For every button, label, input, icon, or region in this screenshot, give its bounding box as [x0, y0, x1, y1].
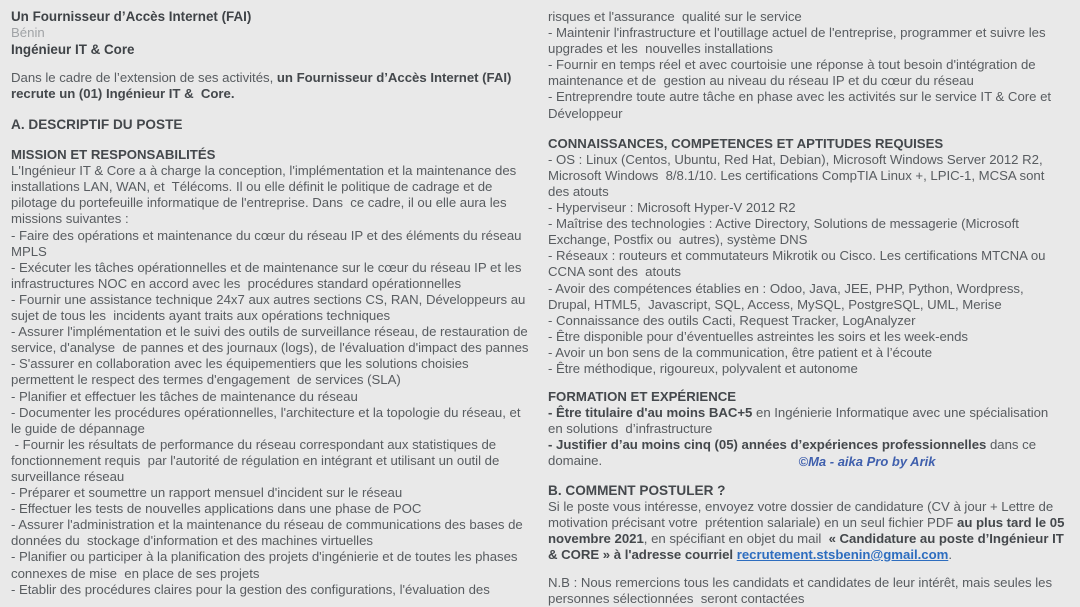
watermark-text: ©Ma - aika Pro by Arik	[798, 453, 936, 469]
connaissance-item: - Avoir un bon sens de la communication, être patient et à l’écoute	[548, 344, 933, 360]
mission-item: - Assurer l'administration et la maintenance du réseau de communications des bases de données du stockage d'information et des machines virtuelles	[11, 517, 527, 549]
section-heading-formation: FORMATION ET EXPÉRIENCE	[548, 389, 737, 405]
postuler-deadline: au plus tard le 05 novembre 2021	[548, 514, 1069, 546]
connaissance-item: - OS : Linux (Centos, Ubuntu, Red Hat, Debian), Microsoft Windows Server 2012 R2, Microsoft Windows 8/8.1/10. Les certifications CompTIA Linux +, LPIC-1, MCSA sont des atouts	[548, 151, 1049, 199]
postuler-subject: « Candidature au poste d’Ingénieur IT & CORE » à l'adresse courriel	[548, 530, 1068, 562]
mission-item: - S'assurer en collaboration avec les équipementiers que les solutions choisies permettent le respect des termes d'engagement de services (SLA)	[11, 356, 473, 388]
job-title: Ingénieur IT & Core	[11, 41, 135, 57]
postuler-text-2: , en spécifiant en objet du mail	[643, 530, 829, 546]
mission-item: - Exécuter les tâches opérationnelles et de maintenance sur le cœur du réseau IP et les infrastructures NOC en accord avec les procédures standard opérationnelles	[11, 259, 526, 291]
formation-item-text: en Ingénierie Informatique avec une spécialisation en solutions d’infrastructure	[548, 405, 1052, 437]
formation-item-bold: - Être titulaire d'au moins BAC+5	[548, 405, 753, 421]
spacer	[548, 377, 1066, 389]
postuler-text-1: Si le poste vous intéresse, envoyez votre dossier de candidature (CV à jour + Lettre de motivation précisant votre prétention salariale) en un seul fichier PDF	[548, 498, 1057, 530]
connaissance-item: - Hyperviseur : Microsoft Hyper-V 2012 R2	[548, 200, 796, 216]
spacer	[11, 58, 530, 70]
mission-item-continued: - Maintenir l'infrastructure et l'outillage actuel de l'entreprise, programmer et suivre les upgrades et les nouvelles installations	[548, 25, 1050, 57]
mission-item: - Faire des opérations et maintenance du cœur du réseau IP et des éléments du réseau MPLS	[11, 227, 526, 259]
spacer	[548, 563, 1066, 575]
mission-item-continued: risques et l'assurance qualité sur le service	[548, 9, 802, 24]
formation-item-bold: - Justifier d’au moins cinq (05) années d’expériences professionnelles	[548, 437, 987, 453]
application-email-link[interactable]: recrutement.stsbenin@gmail.com	[736, 546, 949, 562]
intro-lead-bold: un Fournisseur d’Accès Internet (FAI) recrute un (01) Ingénieur IT & Core.	[11, 69, 516, 101]
section-heading-postuler: B. COMMENT POSTULER ?	[548, 482, 726, 498]
formation-item	[548, 405, 1066, 437]
section-heading-descriptif: A. DESCRIPTIF DU POSTE	[11, 117, 183, 133]
spacer	[548, 470, 1066, 482]
postuler-paragraph	[548, 498, 1069, 563]
mission-item: - Etablir des procédures claires pour la gestion des configurations, l'évaluation des	[11, 581, 490, 597]
mission-intro: L'Ingénieur IT & Core a à charge la conception, l'implémentation et la maintenance des installations LAN, WAN, et Télécoms. Il ou elle définit le politique de cadrage et de pilotage du portefeuille informatique de l'entreprise. Dans ce cadre, il ou elle aura les missions suivantes :	[11, 163, 520, 227]
connaissance-item: - Connaissance des outils Cacti, Request Tracker, LogAnalyzer	[548, 312, 916, 328]
company-location: Bénin	[11, 25, 45, 41]
formation-item-text: dans ce domaine.	[548, 437, 1040, 469]
mission-item-continued: - Entreprendre toute autre tâche en phase avec les activités sur le service IT & Core et Développeur	[548, 89, 1055, 121]
mission-item: - Assurer l'implémentation et le suivi des outils de surveillance réseau, de restauration de service, d'analyse de pannes et des journaux (logs), de l'évaluation d'impact des pannes	[11, 324, 532, 356]
mission-item: - Documenter les procédures opérationnelles, l'architecture et la topologie du réseau, et le guide de dépannage	[11, 404, 525, 436]
postuler-period: .	[948, 546, 952, 562]
mission-item: - Fournir les résultats de performance du réseau correspondant aux statistiques de fonctionnement requis par l'autorité de régulation en intégrant et utilisant un outil de surveillance réseau	[11, 436, 503, 484]
mission-item: - Planifier ou participer à la planification des projets d'ingénierie et de toutes les phases connexes de mise en place de ses projets	[11, 549, 522, 581]
company-name: Un Fournisseur d’Accès Internet (FAI)	[11, 9, 252, 24]
nb-note: N.B : Nous remercions tous les candidats et candidates de leur intérêt, mais seules les personnes sélectionnées seront contactées	[548, 574, 1056, 606]
spacer	[11, 133, 530, 147]
section-heading-mission: MISSION ET RESPONSABILITÉS	[11, 147, 216, 163]
mission-item: - Fournir une assistance technique 24x7 aux autres sections CS, RAN, Développeurs au sujet de tous les incidents ayant traits aux opérations techniques	[11, 291, 530, 324]
spacer	[11, 102, 530, 116]
mission-item: - Planifier et effectuer les tâches de maintenance du réseau	[11, 388, 358, 404]
section-heading-connaissances: CONNAISSANCES, COMPETENCES ET APTITUDES REQUISES	[548, 135, 944, 151]
connaissance-item: - Réseaux : routeurs et commutateurs Mikrotik ou Cisco. Les certifications MTCNA ou CCNA sont des atouts	[548, 248, 1050, 280]
mission-item: - Effectuer les tests de nouvelles applications dans une phase de POC	[11, 501, 422, 517]
mission-item-continued: - Fournir en temps réel et avec courtoisie une réponse à tout besoin d'intégration de maintenance et de gestion au niveau du réseau IP et du cœur du réseau	[548, 57, 1040, 89]
intro-paragraph	[11, 70, 530, 102]
mission-item: - Préparer et soumettre un rapport mensuel d'incident sur le réseau	[11, 485, 403, 501]
spacer	[548, 122, 1066, 136]
right-column	[540, 0, 1080, 606]
intro-lead: Dans le cadre de l’extension de ses activités,	[11, 69, 277, 85]
connaissance-item: - Être disponible pour d’éventuelles astreintes les soirs et les week-ends	[548, 328, 969, 344]
connaissance-item: - Avoir des compétences établies en : Odoo, Java, JEE, PHP, Python, Wordpress, Drupal, HTML5, Javascript, SQL, Access, MySQL, PostgreSQL, UML, Merise	[548, 280, 1028, 312]
connaissance-item: - Être méthodique, rigoureux, polyvalent et autonome	[548, 360, 858, 376]
left-column	[0, 0, 540, 597]
connaissance-item: - Maîtrise des technologies : Active Directory, Solutions de messagerie (Microsoft Exchange, Postfix ou autres), système DNS	[548, 216, 1023, 248]
